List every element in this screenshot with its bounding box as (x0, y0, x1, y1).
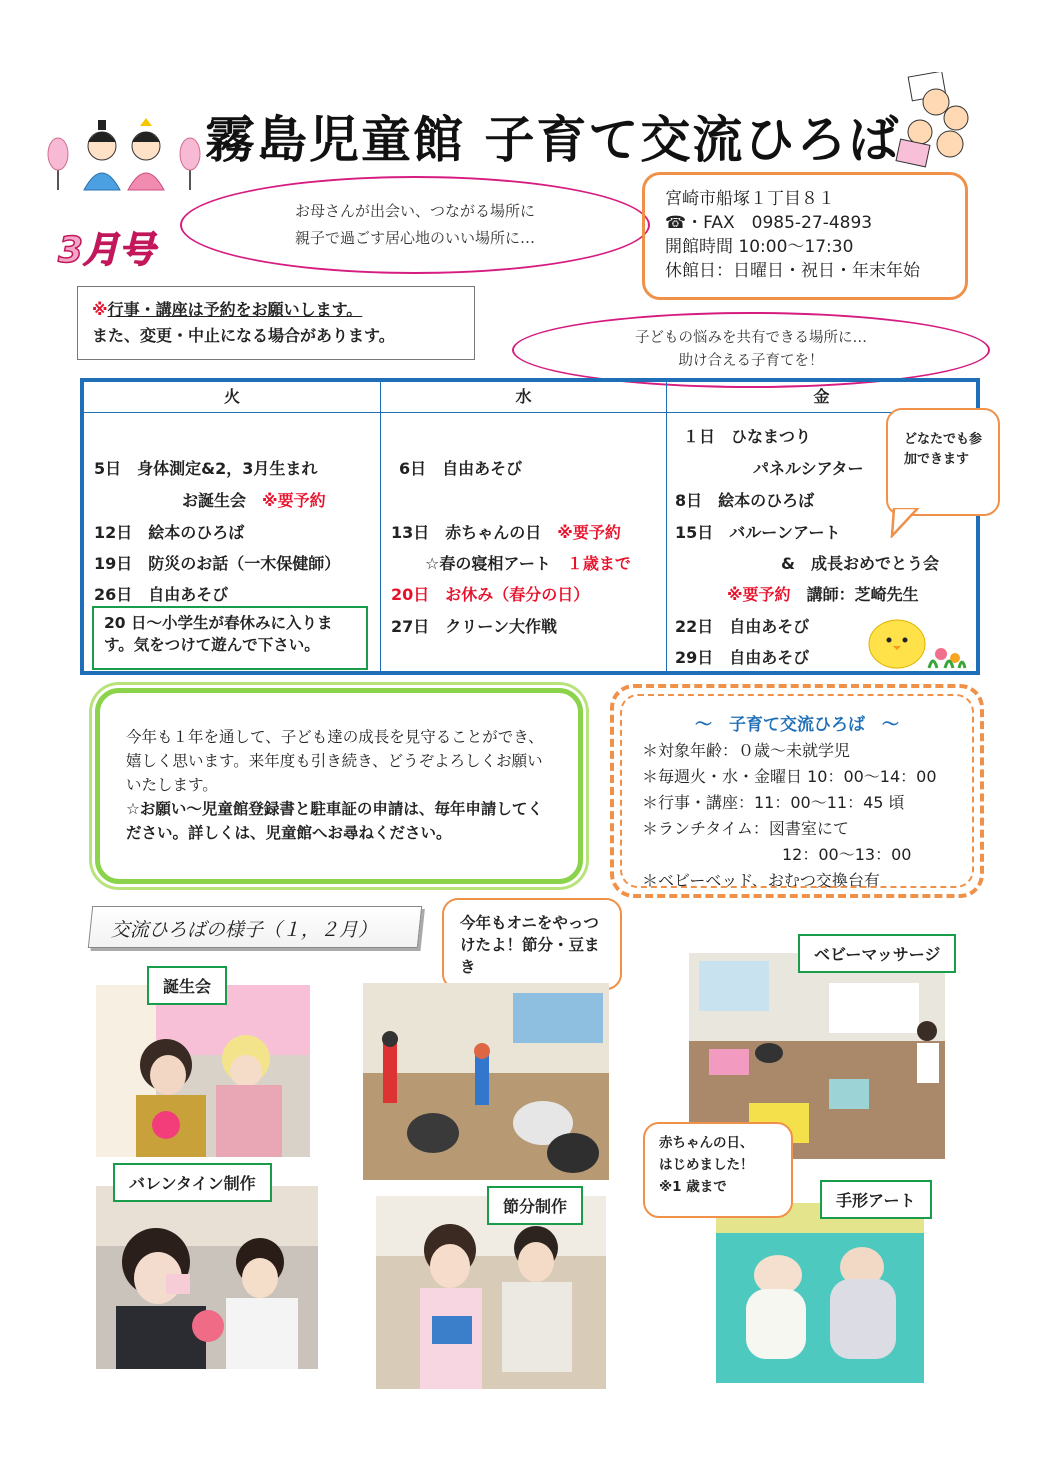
wed-holiday: 20日 お休み（春分の日） (391, 585, 590, 604)
tuesday-column (84, 382, 380, 671)
fri-event: パネルシアター (753, 459, 864, 478)
hiroba-weekly-hours: ＊毎週火・水・金曜日 10：00～14：00 (642, 767, 937, 786)
annual-message-box (95, 688, 583, 884)
photos-banner (88, 906, 422, 948)
birthday-photo (96, 985, 310, 1157)
message-greeting: 今年も１年を通して、子ども達の成長を見守ることができ、嬉しく思います。来年度も引き続き、どうぞよろしくお願いいたします。 (126, 728, 544, 794)
hiroba-lunch: ＊ランチタイム：図書室にて (642, 819, 849, 838)
fri-event: 15日 バルーンアート (675, 523, 841, 542)
baby-bubble-line3: ※1 歳まで (659, 1179, 727, 1195)
cloud-message-middle (512, 312, 990, 388)
handprint-art-photo (716, 1203, 924, 1383)
tuesday-header: 火 (84, 382, 380, 413)
tue-birthday: お誕生会 (182, 491, 247, 510)
hina-doll-illustration (44, 112, 204, 192)
setsubun-bubble: 今年もオニをやっつけたよ！節分・豆まき (442, 898, 622, 990)
chick-illustration (867, 614, 967, 670)
hiroba-lunch-time: 12：00～13：00 (782, 845, 912, 864)
fri-instructor: 講師：芝崎先生 (806, 585, 919, 604)
cloud-message-top (180, 176, 650, 274)
fri-event: 8日 絵本のひろば (675, 491, 815, 510)
label-setsubun-craft: 節分制作 (487, 1186, 583, 1225)
facility-info-box (642, 172, 968, 300)
baby-bubble-line2: はじめました！ (659, 1157, 754, 1173)
issue-label: 3月号 (58, 230, 156, 271)
bubble-tail (890, 508, 920, 538)
label-handprint-art: 手形アート (820, 1180, 932, 1219)
wednesday-column (380, 382, 666, 671)
label-valentine: バレンタイン制作 (113, 1163, 272, 1202)
age-limit: １歳まで (566, 554, 631, 573)
closed-days: 休館日：日曜日・祝日・年末年始 (665, 261, 920, 281)
schedule-table (80, 378, 980, 675)
participation-bubble: どなたでも参加できます (886, 408, 1000, 516)
wed-event (391, 520, 621, 543)
wed-sleep-art: ☆春の寝相アート (425, 554, 551, 573)
baby-day-bubble (643, 1122, 793, 1218)
wed-baby-day: 13日 赤ちゃんの日 (391, 523, 542, 542)
hiroba-target-age: ＊対象年齢：０歳～未就学児 (642, 741, 851, 760)
tue-event (182, 488, 326, 511)
wednesday-header: 水 (381, 382, 666, 413)
reservation-notice (77, 286, 475, 360)
baby-bubble-line1: 赤ちゃんの日、 (659, 1135, 754, 1151)
label-birthday: 誕生会 (147, 966, 227, 1005)
wed-event: 6日 自由あそび (399, 459, 523, 478)
hiroba-baby-bed: ＊ベビーベッド、おむつ交換台有 (642, 871, 880, 890)
fri-event (727, 582, 919, 605)
cloud-mid-line2: 助け合える子育てを！ (678, 353, 824, 369)
wed-event (425, 551, 631, 574)
hiroba-event-time: ＊行事・講座：11：00～11：45 頃 (642, 793, 905, 812)
notice-line1: 行事・講座は予約をお願いします。 (107, 300, 363, 319)
cloud-top-line1: お母さんが出会い、つながる場所に (294, 202, 535, 220)
tue-event: 12日 絵本のひろば (94, 523, 245, 542)
opening-hours: 開館時間 10:00～17:30 (665, 237, 854, 257)
page-title: 霧島児童館 子育て交流ひろば (205, 111, 901, 169)
tue-event: 26日 自由あそび (94, 585, 229, 604)
address: 宮崎市船塚１丁目８１ (665, 189, 835, 209)
fri-event: 29日 自由あそび (675, 648, 810, 667)
notice-mark: ※ (92, 300, 108, 319)
fri-event: & 成長おめでとう会 (781, 554, 939, 573)
fri-event: 22日 自由あそび (675, 617, 810, 636)
spring-break-note: 20 日～小学生が春休みに入ります。気をつけて遊んで下さい。 (92, 606, 368, 670)
phone-fax: ☎・FAX 0985-27-4893 (665, 213, 873, 233)
tue-event: 5日 身体測定&2，3月生まれ (94, 459, 318, 478)
reservation-required: ※要予約 (262, 491, 326, 510)
reservation-required: ※要予約 (727, 585, 791, 604)
hiroba-title: ～ 子育て交流ひろば ～ (695, 715, 899, 735)
wed-event: 27日 クリーン大作戦 (391, 617, 557, 636)
valentine-photo (96, 1186, 318, 1369)
photos-banner-text: 交流ひろばの様子（１，２月） (110, 919, 377, 941)
friday-header: 金 (667, 382, 976, 413)
cloud-top-line2: 親子で過ごす居心地のいい場所に… (294, 229, 535, 247)
cloud-mid-line1: 子どもの悩みを共有できる場所に… (635, 329, 867, 346)
fri-event: １日 ひなまつり (683, 427, 812, 446)
label-baby-massage: ベビーマッサージ (798, 934, 956, 973)
hiroba-info-box (610, 684, 984, 898)
tue-event: 19日 防災のお話（一木保健師） (94, 554, 341, 573)
message-request: ☆お願い～児童館登録書と駐車証の申請は、毎年申請してください。詳しくは、児童館へお尋ねください。 (126, 800, 543, 842)
notice-line2: また、変更・中止になる場合があります。 (92, 326, 395, 345)
reservation-required: ※要予約 (557, 523, 621, 542)
setsubun-bean-throwing-photo (363, 983, 609, 1180)
